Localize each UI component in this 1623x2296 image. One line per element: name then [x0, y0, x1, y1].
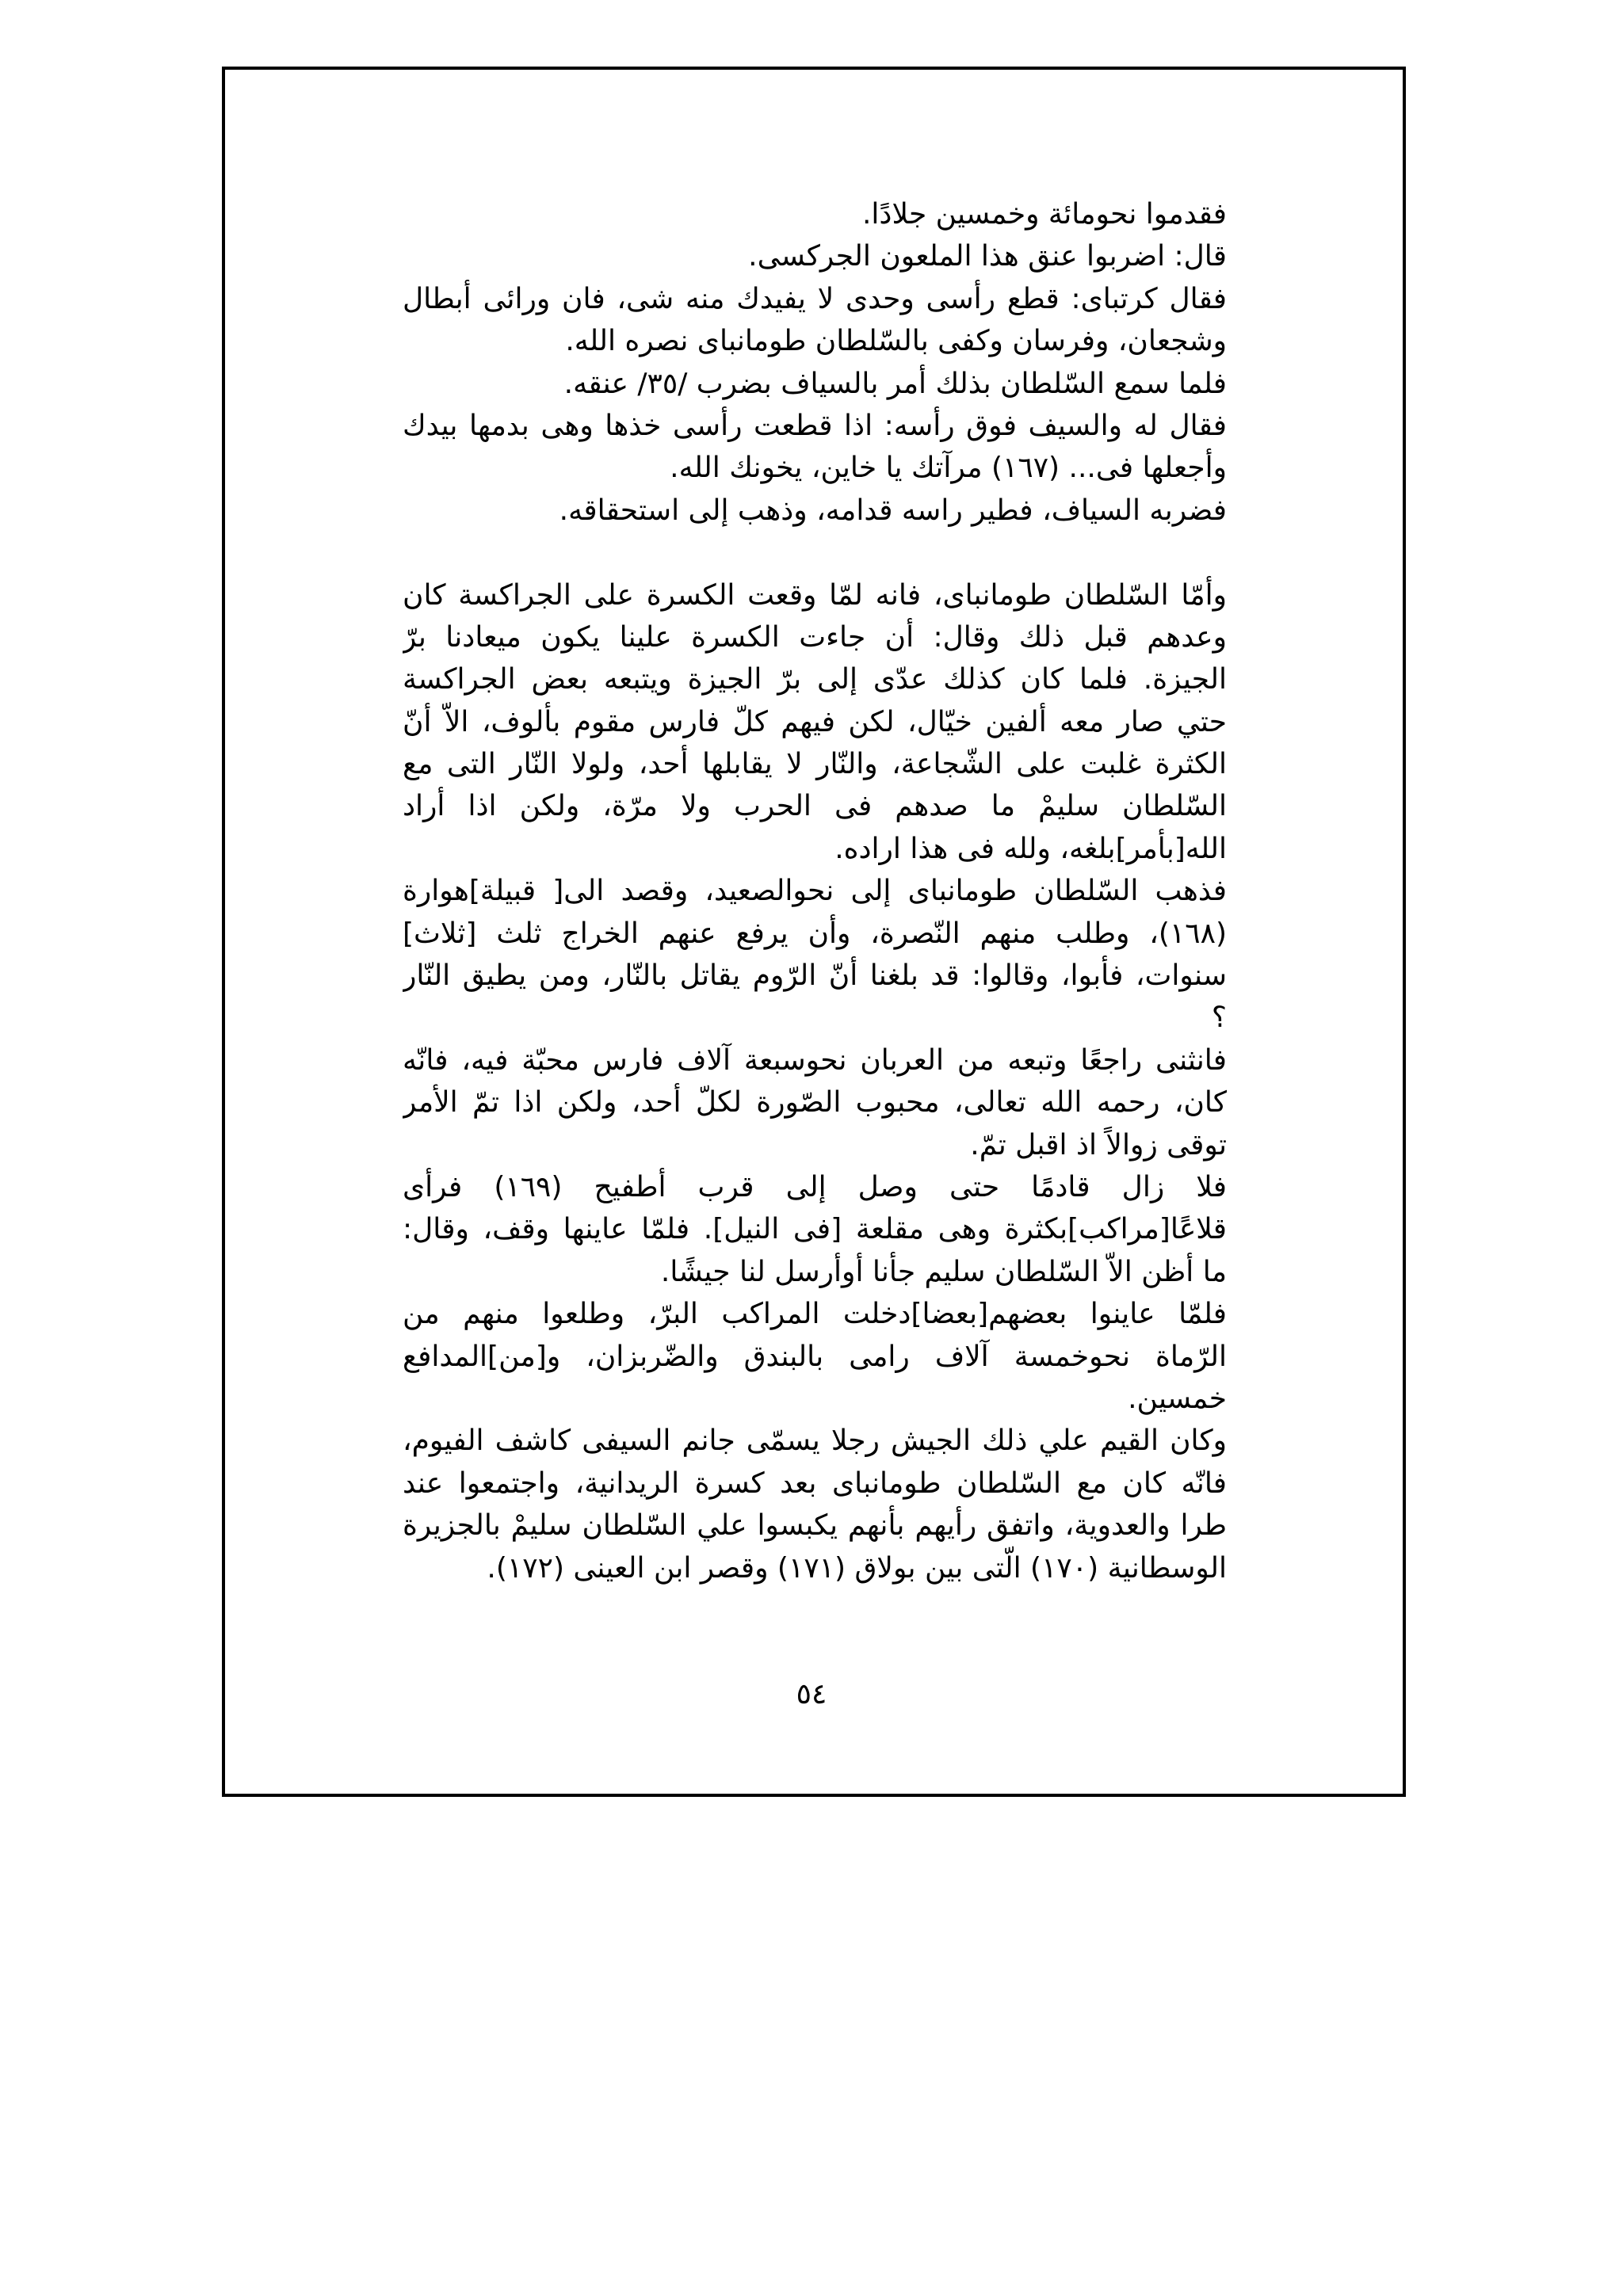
text-line: الرّماة نحوخمسة آلاف رامى بالبندق والضّربزان، و[من]المدافع	[403, 1340, 1227, 1373]
text-line: السّلطان سليمْ ما صدهم فى الحرب ولا مرّة، ولكن اذا أراد	[403, 790, 1227, 823]
text-line: (١٦٨)، وطلب منهم النّصرة، وأن يرفع عنهم الخراج ثلث [ثلاث]	[403, 917, 1227, 950]
text-line: فانثنى راجعًا وتبعه من العربان نحوسبعة آلاف فارس محبّة فيه، فانّه	[403, 1043, 1227, 1077]
text-line: وأجعلها فى... (١٦٧) مرآتك يا خاين، يخونك الله.	[670, 452, 1227, 485]
text-line: قال: اضربوا عنق هذا الملعون الجركسى.	[748, 240, 1227, 273]
body-text	[403, 193, 1227, 1589]
text-line: وأمّا السّلطان طومانباى، فانه لمّا وقعت الكسرة على الجراكسة كان	[403, 578, 1227, 612]
text-line: قلاعًا[مراكب]بكثرة وهى مقلعة [فى النيل]. فلمّا عاينها وقف، وقال:	[403, 1213, 1227, 1246]
text-line: الله[بأمر]بلغه، ولله فى هذا اراده.	[834, 832, 1227, 865]
text-line: فانّه كان مع السّلطان طومانباى بعد كسرة الريدانية، واجتمعوا عند	[403, 1466, 1227, 1500]
text-line: ما أظن الاّ السّلطان سليم جأنا أوأرسل لنا جيشًا.	[660, 1255, 1227, 1288]
text-line: حتي صار معه ألفين خيّال، لكن فيهم كلّ فارس مقوم بألوف، الاّ أنّ	[403, 705, 1227, 738]
text-line: خمسين.	[1128, 1382, 1227, 1415]
text-line: الكثرة غلبت على الشّجاعة، والنّار لا يقابلها أحد، ولولا النّار التى مع	[403, 748, 1227, 781]
text-line: فلا زال قادمًا حتى وصل إلى قرب أطفيح (١٦٩) فرأى	[403, 1170, 1227, 1203]
text-line: فلما سمع السّلطان بذلك أمر بالسياف بضرب /٣٥/ عنقه.	[563, 367, 1227, 400]
text-line: سنوات، فأبوا، وقالوا: قد بلغنا أنّ الرّوم يقاتل بالنّار، ومن يطيق النّار	[403, 959, 1227, 993]
text-line: فقال له والسيف فوق رأسه: اذا قطعت رأسى خذها وهى بدمها بيدك	[403, 409, 1227, 442]
text-line: توقى زوالاً اذ اقبل تمّ.	[970, 1128, 1227, 1161]
text-line: طرا والعدوية، واتفق رأيهم بأنهم يكبسوا علي السّلطان سليمْ بالجزيرة	[403, 1509, 1227, 1543]
text-line: فلمّا عاينوا بعضهم[بعضا]دخلت المراكب البرّ، وطلعوا منهم من	[403, 1298, 1227, 1331]
text-line: فضربه السياف، فطير راسه قدامه، وذهب إلى استحقاقه.	[559, 494, 1227, 527]
text-line: فذهب السّلطان طومانباى إلى نحوالصعيد، وقصد الى[ قبيلة]هوارة	[403, 875, 1227, 908]
text-line: وكان القيم علي ذلك الجيش رجلا يسمّى جانم السيفى كاشف الفيوم،	[403, 1425, 1227, 1458]
text-line: كان، رحمه الله تعالى، محبوب الصّورة لكلّ أحد، ولكن اذا تمّ الأمر	[403, 1086, 1227, 1119]
page-number: ٥٤	[796, 1678, 827, 1711]
text-line: فقال كرتباى: قطع رأسى وحدى لا يفيدك منه شى، فان ورائى أبطال	[403, 282, 1227, 315]
text-line: ؟	[1211, 1001, 1227, 1035]
text-line: وشجعان، وفرسان وكفى بالسّلطان طومانباى نصره الله.	[565, 325, 1227, 358]
paragraph-gap	[403, 532, 1227, 574]
text-line: وعدهم قبل ذلك وقال: أن جاءت الكسرة علينا يكون ميعادنا برّ	[403, 620, 1227, 654]
text-line: الوسطانية (١٧٠) الّتى بين بولاق (١٧١) وقصر ابن العينى (١٧٢).	[487, 1551, 1227, 1585]
text-line: الجيزة. فلما كان كذلك عدّى إلى برّ الجيزة ويتبعه بعض الجراكسة	[403, 663, 1227, 696]
text-line: فقدموا نحومائة وخمسين جلادًا.	[861, 198, 1227, 231]
